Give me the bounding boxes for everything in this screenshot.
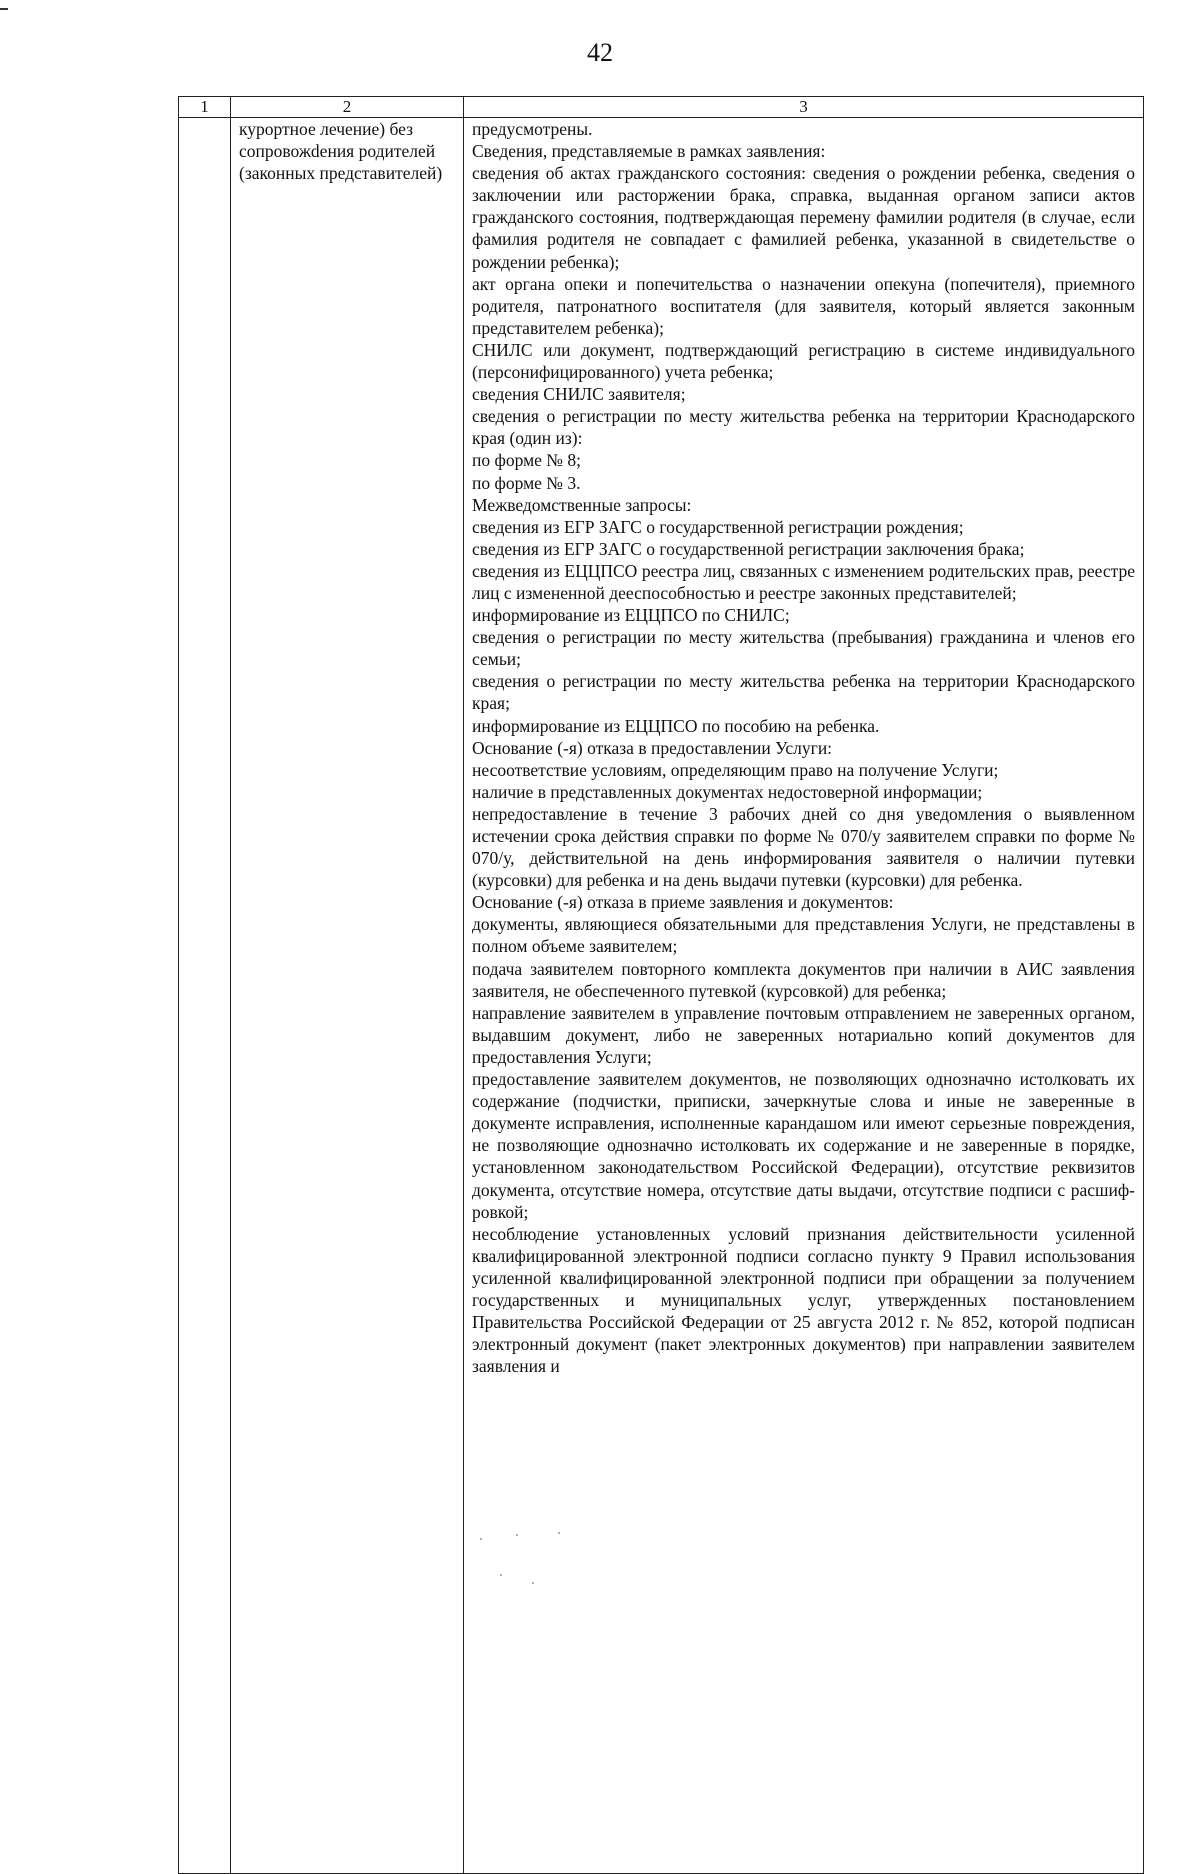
- speck: [500, 1574, 502, 1576]
- detail-paragraph: Межведомственные запросы:: [472, 494, 692, 515]
- detail-paragraph: направление заявителем в управление почтовым отправлением не заверенных органом, выдавшим документ, либо не заверенных нотариально копий документов для предоставления Услуги;: [472, 1002, 1135, 1067]
- detail-paragraph: несоответствие условиям, определяющим право на получение Услуги;: [472, 759, 999, 780]
- detail-paragraph: сведения из ЕГР ЗАГС о государственной регистрации рождения;: [472, 516, 964, 537]
- detail-paragraph: несоблюдение установленных условий признания действительности усиленной квалифицированной электронной подписи согласно пункту 9 Правил использования усиленной квалифицированной электронной подписи при обращении за получением государственных и муниципальных услуг, утвержденных постановлением Правительства Российской Федерации от 25 августа 2012 г. № 852, которой подписан электронный документ (пакет электронных документов) при направлении заявителем заявления и: [472, 1223, 1135, 1377]
- scan-noise: [470, 1530, 610, 1600]
- detail-paragraph: наличие в представленных документах недостоверной информации;: [472, 781, 983, 802]
- detail-paragraph: подача заявителем повторного комплекта документов при наличии в АИС заявления заявителя, не обеспеченного путевкой (курсовкой) для ребенка;: [472, 958, 1135, 1001]
- detail-paragraph: акт органа опеки и попечительства о назначении опекуна (попечителя), приемного родителя, патронатного воспитателя (для заявителя, который является законным представителем ребенка);: [472, 273, 1135, 338]
- table-row: [179, 118, 1144, 1874]
- detail-paragraph: сведения из ЕЦЦПСО реестра лиц, связанных с изменением родительских прав, реестре лиц с измененной дееспособностью и реестре законных представителей;: [472, 560, 1135, 603]
- detail-paragraph: по форме № 3.: [472, 472, 581, 493]
- speck: [532, 1582, 534, 1584]
- detail-paragraph: сведения о регистрации по месту жительства ребенка на территории Краснодарского края (один из):: [472, 406, 1135, 449]
- speck: [480, 1538, 482, 1540]
- speck: [558, 1532, 560, 1534]
- detail-paragraph: сведения СНИЛС заявителя;: [472, 384, 686, 405]
- detail-paragraph: сведения о регистрации по месту жительства (пребывания) гражданина и членов его семьи;: [472, 627, 1135, 670]
- page-number: 42: [587, 38, 613, 67]
- column-header-3: 3: [464, 97, 1144, 118]
- detail-paragraph: непредоставление в течение 3 рабочих дней со дня уведомления о выявленном истечении срока действия справки по форме № 070/у заявителем справки по форме № 070/у, действительной на день информирования заявителя о наличии путевки (курсовки) для ребенка и на день выдачи путевки (курсовки) для ребенка.: [472, 803, 1135, 891]
- column-header-1: 1: [179, 97, 231, 118]
- table-header-row: [179, 97, 1144, 118]
- cell-column-1: [179, 118, 231, 1874]
- detail-paragraph: сведения из ЕГР ЗАГС о государственной регистрации заключения брака;: [472, 538, 1025, 559]
- detail-paragraph: СНИЛС или документ, подтверждающий регистрацию в системе индивидуального (персонифицированного) учета ребенка;: [472, 339, 1135, 383]
- detail-paragraph: документы, являющиеся обязательными для представления Услуги, не представлены в полном объеме заявителем;: [472, 914, 1135, 957]
- detail-paragraph: информирование из ЕЦЦПСО по пособию на ребенка.: [472, 715, 880, 736]
- detail-paragraph: сведения о регистрации по месту жительства ребенка на территории Краснодарского края;: [472, 671, 1135, 714]
- detail-paragraph: по форме № 8;: [472, 450, 581, 471]
- speck: [516, 1534, 518, 1536]
- column-header-2: 2: [231, 97, 464, 118]
- scan-artifact: [0, 8, 8, 10]
- detail-paragraph: сведения об актах гражданского состояния: сведения о рождении ребенка, сведения о заключении или расторжении брака, справка, выданная органом записи актов гражданского состояния, подтверждающая перемену фамилии родителя (в случае, если фамилия родителя не совпадает с фамилией ребенка, указанной в свидетельстве о рождении ребенка);: [472, 163, 1135, 272]
- detail-paragraph: информирование из ЕЦЦПСО по СНИЛС;: [472, 605, 790, 626]
- detail-paragraph: предоставление заявителем документов, не позволяющих однозначно истолковать их содержание (подчистки, приписки, зачеркнутые слова и иные не заверенные в документе исправления, исполненные карандашом или имеют серьезные повреждения, не позволяющие однозначно истолковать их содержание и не заверенные в порядке, установленном законодательством Российской Федерации), отсутствие реквизитов документа, отсутствие номера, отсутствие даты выдачи, отсутствие подписи с расшифровкой;: [472, 1069, 1135, 1222]
- content-table: [178, 96, 1144, 1874]
- cell-service-category: курортное лечение) без сопровожdения родителей (законных представителей): [231, 118, 464, 1874]
- cell-service-details: [464, 118, 1144, 1874]
- detail-paragraph: Основание (-я) отказа в предоставлении Услуги:: [472, 737, 833, 758]
- detail-paragraph: предусмотрены.: [472, 119, 593, 139]
- detail-paragraph: Основание (-я) отказа в приеме заявления и документов:: [472, 892, 894, 913]
- detail-paragraph: Сведения, представляемые в рамках заявления:: [472, 141, 826, 162]
